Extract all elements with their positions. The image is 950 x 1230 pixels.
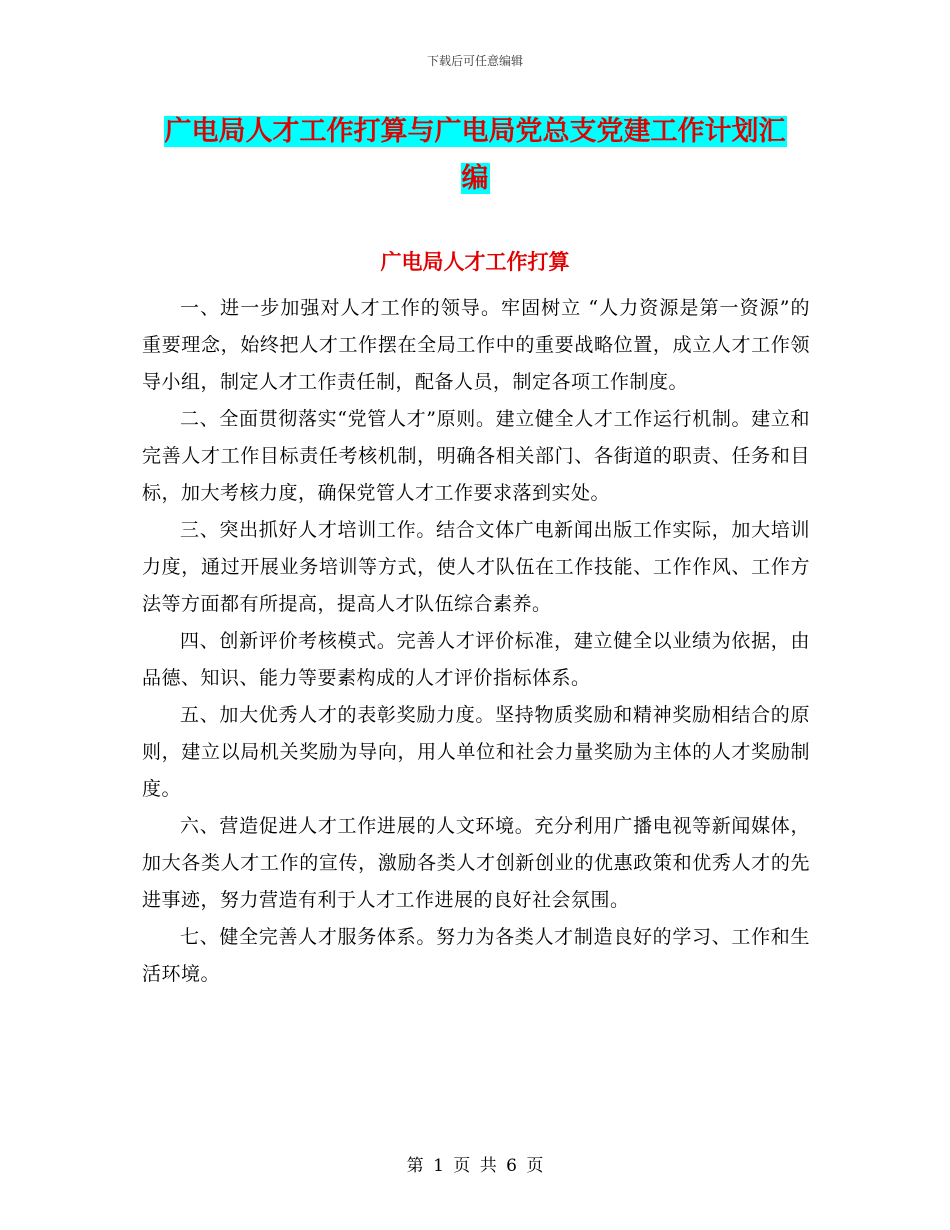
paragraph-5: 五、加大优秀人才的表彰奖励力度。坚持物质奖励和精神奖励相结合的原则，建立以局机关奖励为导向，用人单位和社会力量奖励为主体的人才奖励制度。 [142, 704, 810, 800]
paragraph-2: 二、全面贯彻落实“党管人才”原则。建立健全人才工作运行机制。建立和完善人才工作目标责任考核机制，明确各相关部门、各街道的职责、任务和目标，加大考核力度，确保党管人才工作要求落到实处。 [142, 408, 810, 504]
section-body [142, 290, 810, 993]
document-title-line-2: 编 [461, 163, 489, 194]
page-header-note: 下载后可任意编辑 [426, 54, 523, 68]
paragraph-4: 四、创新评价考核模式。完善人才评价标准，建立健全以业绩为依据，由品德、知识、能力等要素构成的人才评价指标体系。 [142, 630, 810, 689]
paragraph-1: 一、进一步加强对人才工作的领导。牢固树立 “人力资源是第一资源”的重要理念，始终把人才工作摆在全局工作中的重要战略位置，成立人才工作领导小组，制定人才工作责任制，配备人员，制定各项工作制度。 [142, 297, 810, 393]
paragraph-6: 六、营造促进人才工作进展的人文环境。充分利用广播电视等新闻媒体，加大各类人才工作的宣传，激励各类人才创新创业的优惠政策和优秀人才的先进事迹，努力营造有利于人才工作进展的良好社会氛围。 [142, 815, 810, 911]
paragraph-3: 三、突出抓好人才培训工作。结合文体广电新闻出版工作实际，加大培训力度，通过开展业务培训等方式，使人才队伍在工作技能、工作作风、工作方法等方面都有所提高，提高人才队伍综合素养。 [142, 519, 810, 615]
document-title [140, 108, 810, 202]
page-number: 第 1 页 共 6 页 [406, 1156, 544, 1176]
paragraph-7: 七、健全完善人才服务体系。努力为各类人才制造良好的学习、工作和生活环境。 [142, 926, 810, 985]
section-title: 广电局人才工作打算 [380, 249, 570, 274]
document-title-line-1: 广电局人才工作打算与广电局党总支党建工作计划汇 [164, 116, 786, 147]
